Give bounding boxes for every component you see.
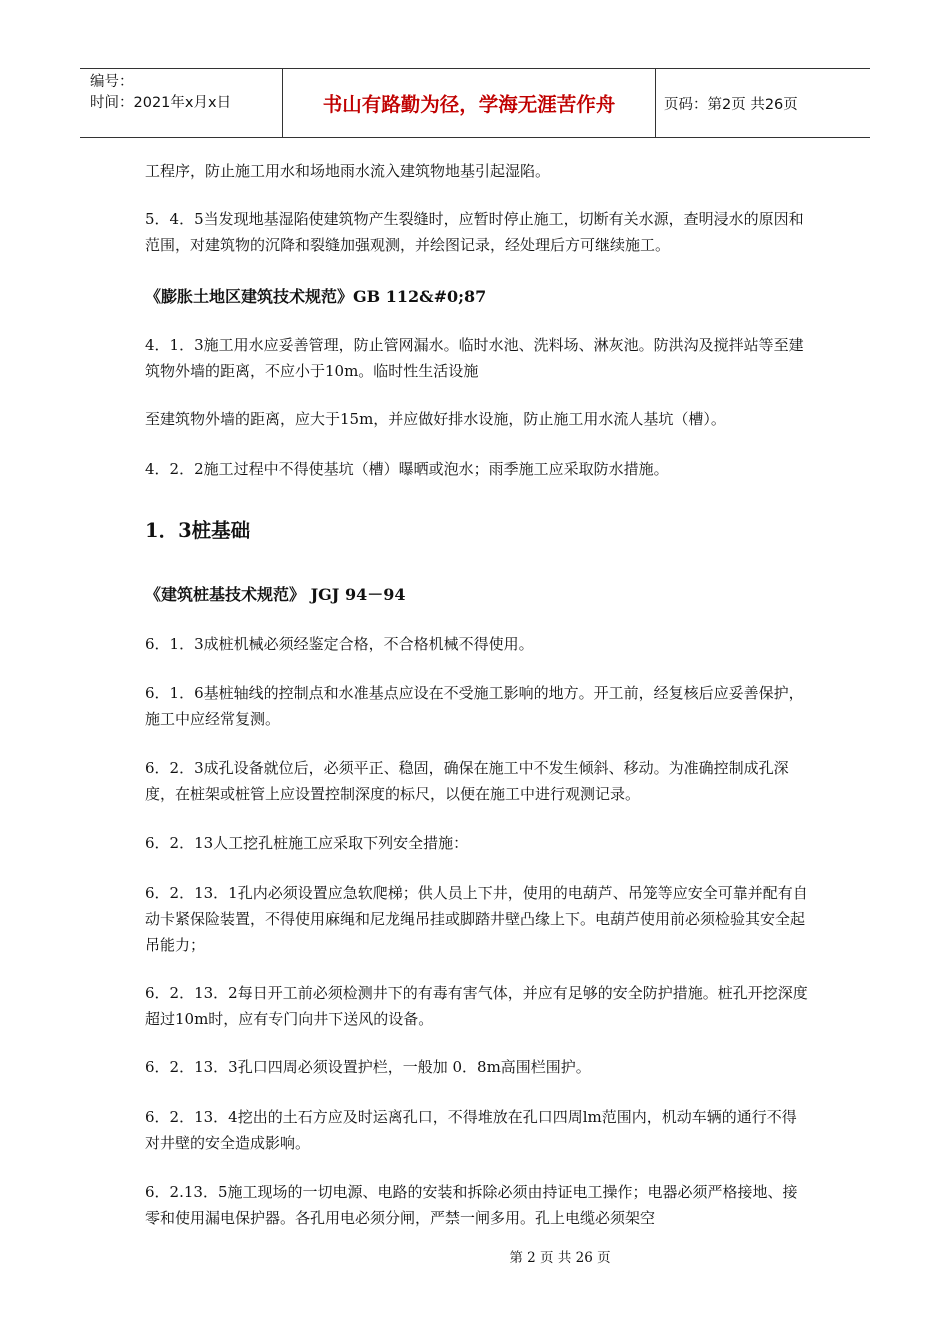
paragraph: 6．2.13．5施工现场的一切电源、电路的安装和拆除必须由持证电工操作；电器必须严格接地、接零和使用漏电保护器。各孔用电必须分闸，严禁一闸多用。孔上电缆必须架空	[145, 1183, 798, 1227]
page-header	[80, 68, 870, 138]
paragraph: 6．2．3成孔设备就位后，必须平正、稳固，确保在施工中不发生倾斜、移动。为准确控制成孔深度，在桩架或桩管上应设置控制深度的标尺，以便在施工中进行观测记录。	[145, 759, 789, 803]
paragraph: 4．1．3施工用水应妥善管理，防止管网漏水。临时水池、洗料场、淋灰池。防洪沟及搅拌站等至建筑物外墙的距离，不应小于10m。临时性生活设施	[145, 336, 804, 380]
paragraph: 6．1．6基桩轴线的控制点和水准基点应设在不受施工影响的地方。开工前，经复核后应妥善保护，施工中应经常复测。	[145, 684, 804, 728]
header-page-info: 页码：第2页 共26页	[664, 96, 798, 113]
standard-heading: 《膨胀土地区建筑技术规范》GB 112&#0;87	[145, 287, 487, 306]
paragraph: 6．2．13．3孔口四周必须设置护栏，一般加 0．8m高围栏围护。	[145, 1058, 591, 1076]
section-heading: 1．3桩基础	[145, 519, 251, 542]
paragraph: 6．2．13．4挖出的土石方应及时运离孔口，不得堆放在孔口四周lm范围内，机动车辆的通行不得对井壁的安全造成影响。	[145, 1108, 797, 1152]
standard-heading: 《建筑桩基技术规范》 JGJ 94－94	[145, 585, 406, 604]
paragraph: 6．2．13人工挖孔桩施工应采取下列安全措施：	[145, 834, 469, 852]
paragraph: 6．1．3成桩机械必须经鉴定合格，不合格机械不得使用。	[145, 635, 534, 653]
page-footer: 第 2 页 共 26 页	[509, 1250, 611, 1266]
paragraph: 6．2．13．1孔内必须设置应急软爬梯；供人员上下井，使用的电葫芦、吊笼等应安全可靠并配有自动卡紧保险装置，不得使用麻绳和尼龙绳吊挂或脚踏井壁凸缘上下。电葫芦使用前必须检验其安全起吊能力；	[145, 884, 808, 954]
paragraph: 5．4．5当发现地基湿陷使建筑物产生裂缝时，应暂时停止施工，切断有关水源，查明浸水的原因和范围，对建筑物的沉降和裂缝加强观测，并绘图记录，经处理后方可继续施工。	[145, 210, 804, 254]
date-label: 时间：2021年x月x日	[90, 95, 232, 111]
header-meta	[80, 69, 282, 137]
paragraph: 4．2．2施工过程中不得使基坑（槽）曝晒或泡水；雨季施工应采取防水措施。	[145, 460, 669, 478]
paragraph: 工程序，防止施工用水和场地雨水流入建筑物地基引起湿陷。	[145, 162, 551, 180]
paragraph: 6．2．13．2每日开工前必须检测井下的有毒有害气体，并应有足够的安全防护措施。桩孔开挖深度超过10m时，应有专门向井下送风的设备。	[145, 984, 808, 1028]
header-motto: 书山有路勤为径，学海无涯苦作舟	[282, 69, 656, 137]
serial-label: 编号：	[90, 74, 134, 90]
paragraph: 至建筑物外墙的距离，应大于15m，并应做好排水设施，防止施工用水流人基坑（槽）。	[145, 410, 726, 428]
